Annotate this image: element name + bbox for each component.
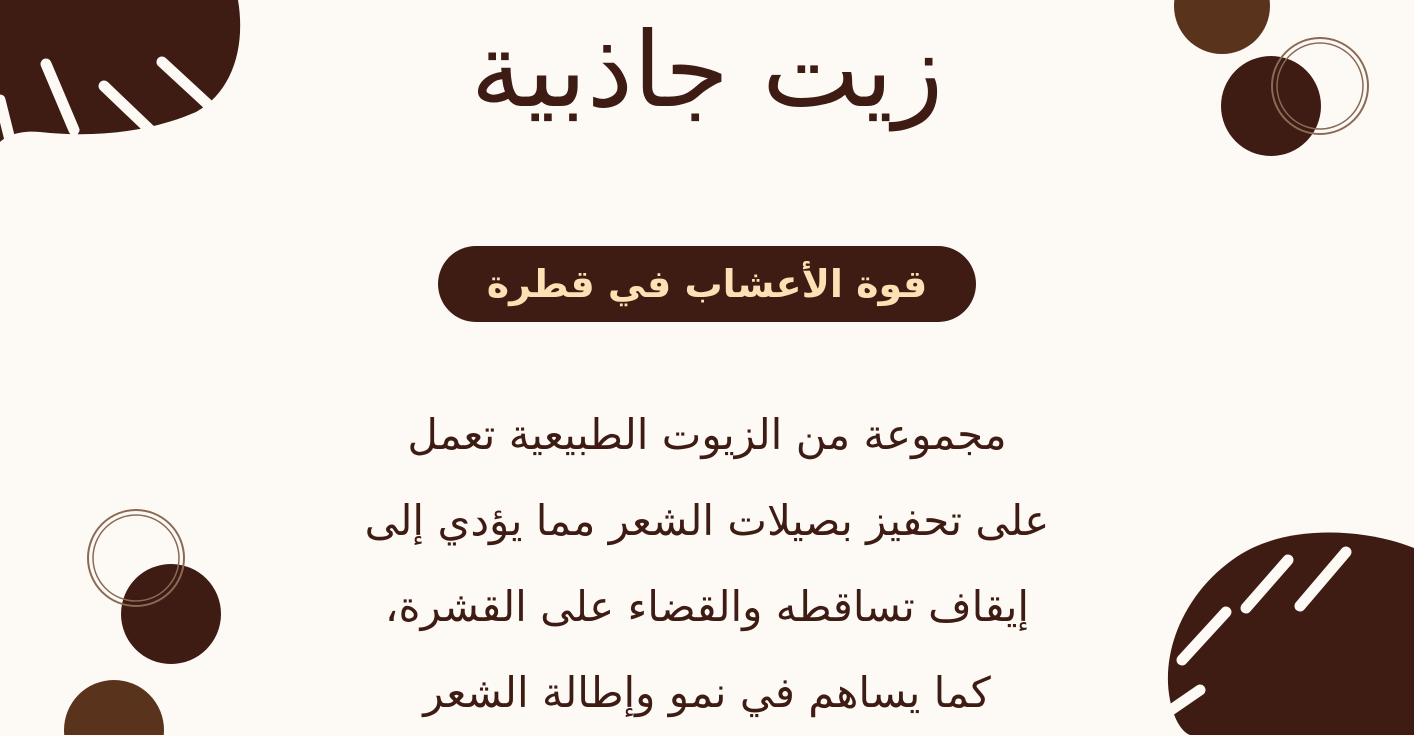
tagline-label: قوة الأعشاب في قطرة <box>486 262 928 306</box>
ring-outline-icon <box>88 510 184 606</box>
tagline-badge <box>438 246 976 322</box>
description-line: كما يساهم في نمو وإطالة الشعر <box>423 668 991 717</box>
monstera-leaf-icon <box>1168 533 1414 736</box>
circle-dot-icon <box>64 680 164 735</box>
page-title: زيت جاذبية <box>470 9 944 131</box>
description <box>250 392 1164 736</box>
circle-dot-icon <box>121 564 221 664</box>
description-line: على تحفيز بصيلات الشعر مما يؤدي إلى <box>364 496 1050 545</box>
description-line: إيقاف تساقطه والقضاء على القشرة، <box>384 582 1030 631</box>
description-line: مجموعة من الزيوت الطبيعية تعمل <box>407 410 1007 459</box>
ring-outline-icon <box>93 515 179 601</box>
